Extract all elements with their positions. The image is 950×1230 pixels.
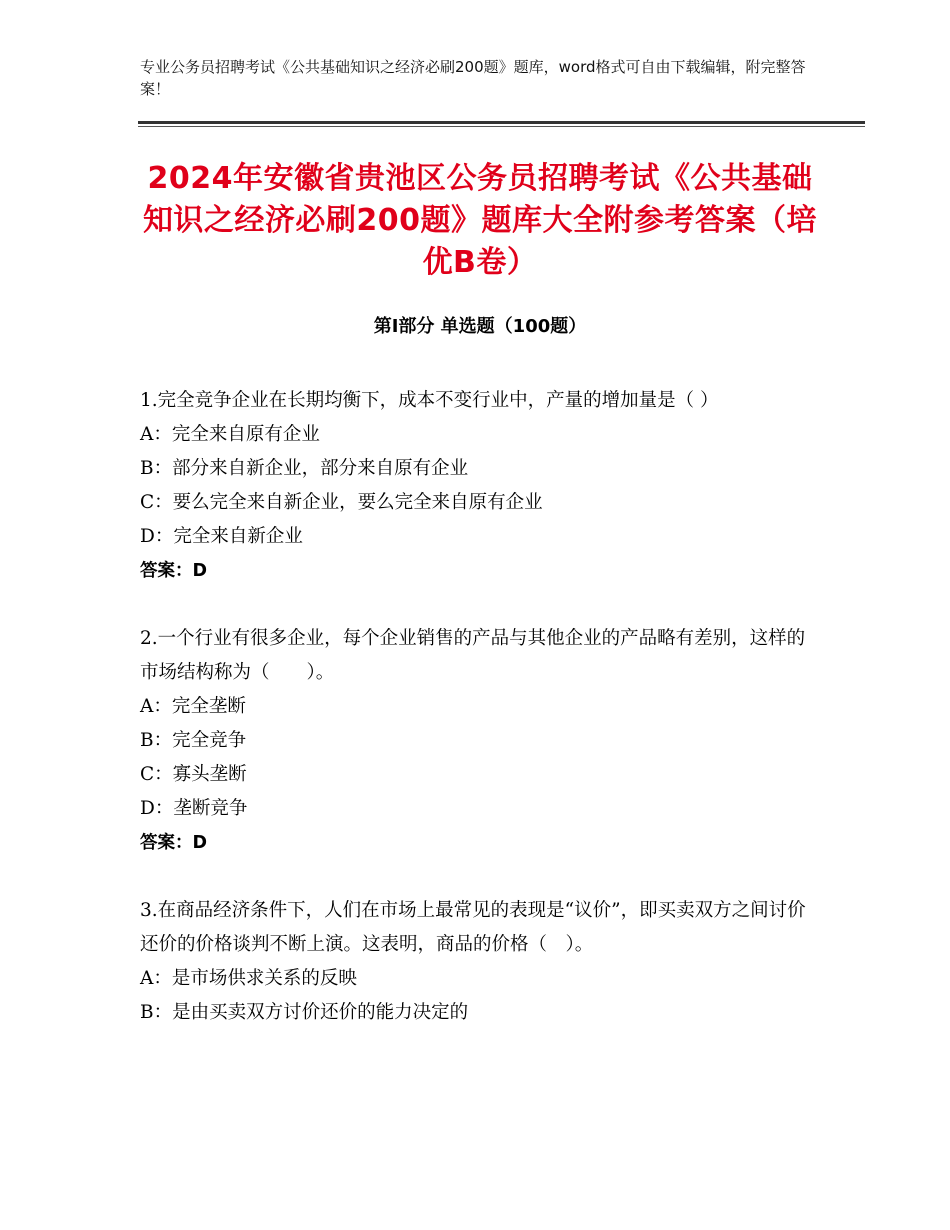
question-stem: 3.在商品经济条件下，人们在市场上最常见的表现是“议价”，即买卖双方之间讨价还价的价格谈判不断上演。这表明，商品的价格（ ）。 [140,900,806,955]
option-d: D：完全来自新企业 [140,526,303,547]
option-b: B：完全竞争 [140,730,247,751]
option-d: D：垄断竞争 [140,798,248,819]
section-title: 第Ⅰ部分 单选题（100题） [373,316,587,337]
answer: 答案：D [140,561,208,581]
option-c: C：寡头垄断 [140,764,247,785]
question-2 [140,622,820,860]
option-c: C：要么完全来自新企业，要么完全来自原有企业 [140,492,543,513]
option-b: B：是由买卖双方讨价还价的能力决定的 [140,1002,469,1023]
question-1 [140,384,820,588]
answer: 答案：D [140,833,208,853]
header-divider-thick [138,121,865,124]
option-a: A：是市场供求关系的反映 [140,968,357,989]
question-stem: 2.一个行业有很多企业，每个企业销售的产品与其他企业的产品略有差别，这样的市场结构称为（ ）。 [140,628,806,683]
document-title: 2024年安徽省贵池区公务员招聘考试《公共基础知识之经济必刷200题》题库大全附参考答案（培优B卷） [142,161,818,280]
option-a: A：完全垄断 [140,696,246,717]
header-note: 专业公务员招聘考试《公共基础知识之经济必刷200题》题库，word格式可自由下载编辑，附完整答案！ [140,58,806,98]
question-list [140,384,820,1064]
question-3 [140,894,820,1030]
header-divider-thin [138,126,865,127]
option-b: B：部分来自新企业，部分来自原有企业 [140,458,469,479]
option-a: A：完全来自原有企业 [140,424,320,445]
question-stem: 1.完全竞争企业在长期均衡下，成本不变行业中，产量的增加量是（ ） [140,390,719,411]
